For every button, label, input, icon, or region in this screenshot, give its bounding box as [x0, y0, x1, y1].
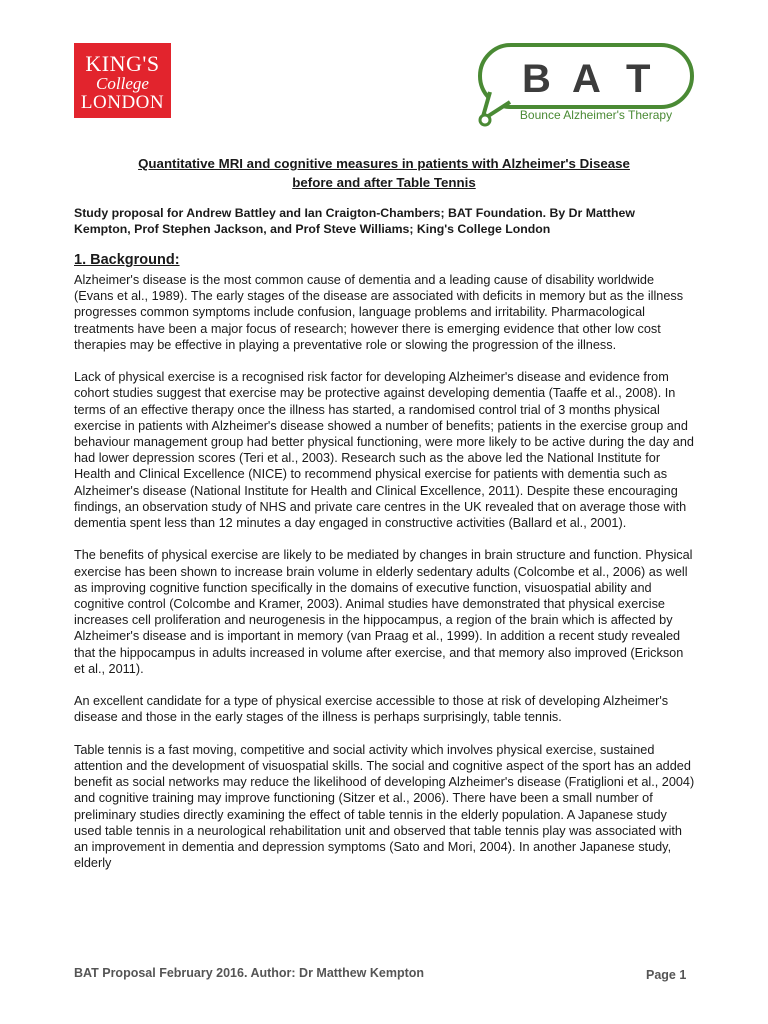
- kcl-logo: [74, 43, 171, 118]
- document-title-line1: Quantitative MRI and cognitive measures in patients with Alzheimer's Disease: [138, 156, 630, 171]
- kcl-logo-line1: KING'S: [85, 51, 160, 76]
- paragraph: Alzheimer's disease is the most common cause of dementia and a leading cause of disability worldwide (Evans et al., 1989). The early stages of the disease are associated with deficits in memory but as the illness progresses common symptoms include confusion, language problems and irritability. Pharmacological treatments have been a major focus of research; however there is emerging evidence that other low cost therapies may be effective in playing a preventative role or slowing the progression of the illness.: [74, 273, 684, 352]
- paragraph: Lack of physical exercise is a recognised risk factor for developing Alzheimer's disease and evidence from cohort studies suggest that exercise may be protective against developing dementia (Taaffe et al., 2008). In terms of an effective therapy once the illness has started, a randomised control trial of 3 months physical exercise in patients with Alzheimer's disease showed a number of benefits; patients in the exercise group and behaviour management group had better physical functioning, were more likely to be active during the day and had lower depression scores (Teri et al., 2003). Research such as the above led the National Institute for Health and Clinical Excellence (NICE) to recommend physical exercise for patients with dementia such as Alzheimer's disease (National Institute for Health and Clinical Excellence, 2011). Despite these encouraging findings, an observation study of NHS and private care centres in the UK revealed that on average those with dementia spent less than 12 minutes a day engaged in constructive activities (Ballard et al., 2001).: [74, 370, 694, 531]
- paragraph: The benefits of physical exercise are likely to be mediated by changes in brain structure and function. Physical exercise has been shown to increase brain volume in elderly sedentary adults (Colcombe et al., 2006) as well as improving cognitive function specifically in the domains of executive function, visuospatial ability and cognitive control (Colcombe and Kramer, 2003). Animal studies have demonstrated that physical exercise increases cell proliferation and neurogenesis in the hippocampus, a region of the brain which is affected by Alzheimer's disease and is important in memory (van Praag et al., 1999). In addition a recent study revealed that the hippocampus in adults increased in volume after exercise, and that memory also improved (Erickson et al., 2011).: [74, 548, 693, 676]
- bat-logo-letter-a: A: [572, 57, 601, 101]
- page-number: Page 1: [646, 968, 687, 982]
- document-title-line2: before and after Table Tennis: [292, 175, 476, 190]
- kcl-logo-line3: LONDON: [80, 92, 165, 113]
- body-text: [74, 272, 696, 888]
- section-heading: 1. Background:: [74, 252, 180, 268]
- bat-logo-letter-t: T: [626, 57, 651, 101]
- document-subtitle: Study proposal for Andrew Battley and Ian Craigton-Chambers; BAT Foundation. By Dr Matthew Kempton, Prof Stephen Jackson, and Prof Steve Williams; King's College London: [74, 206, 635, 236]
- footer-text: BAT Proposal February 2016. Author: Dr Matthew Kempton: [74, 966, 425, 980]
- paragraph: An excellent candidate for a type of physical exercise accessible to those at risk of developing Alzheimer's disease and those in the early stages of the illness is perhaps surprisingly, table tennis.: [74, 694, 669, 725]
- bat-logo-tagline: Bounce Alzheimer's Therapy: [519, 108, 673, 122]
- kcl-logo-line2: College: [96, 74, 149, 93]
- paragraph: Table tennis is a fast moving, competitive and social activity which involves physical exercise, sustained attention and the development of visuospatial skills. The social and cognitive aspect of the sport has an added benefit as social networks may reduce the likelihood of developing Alzheimer's disease (Fratiglioni et al., 2004) and cognitive training may improve functioning (Sitzer et al., 2006). There have been a small number of preliminary studies directly examining the effect of table tennis in the elderly population. A Japanese study used table tennis in a neurological rehabilitation unit and observed that table tennis play was associated with an improvement in dementia and depression symptoms (Sato and Mori, 2004). In another Japanese study, elderly: [74, 742, 695, 871]
- document-title: [74, 154, 694, 192]
- bat-logo-letter-b: B: [522, 57, 551, 101]
